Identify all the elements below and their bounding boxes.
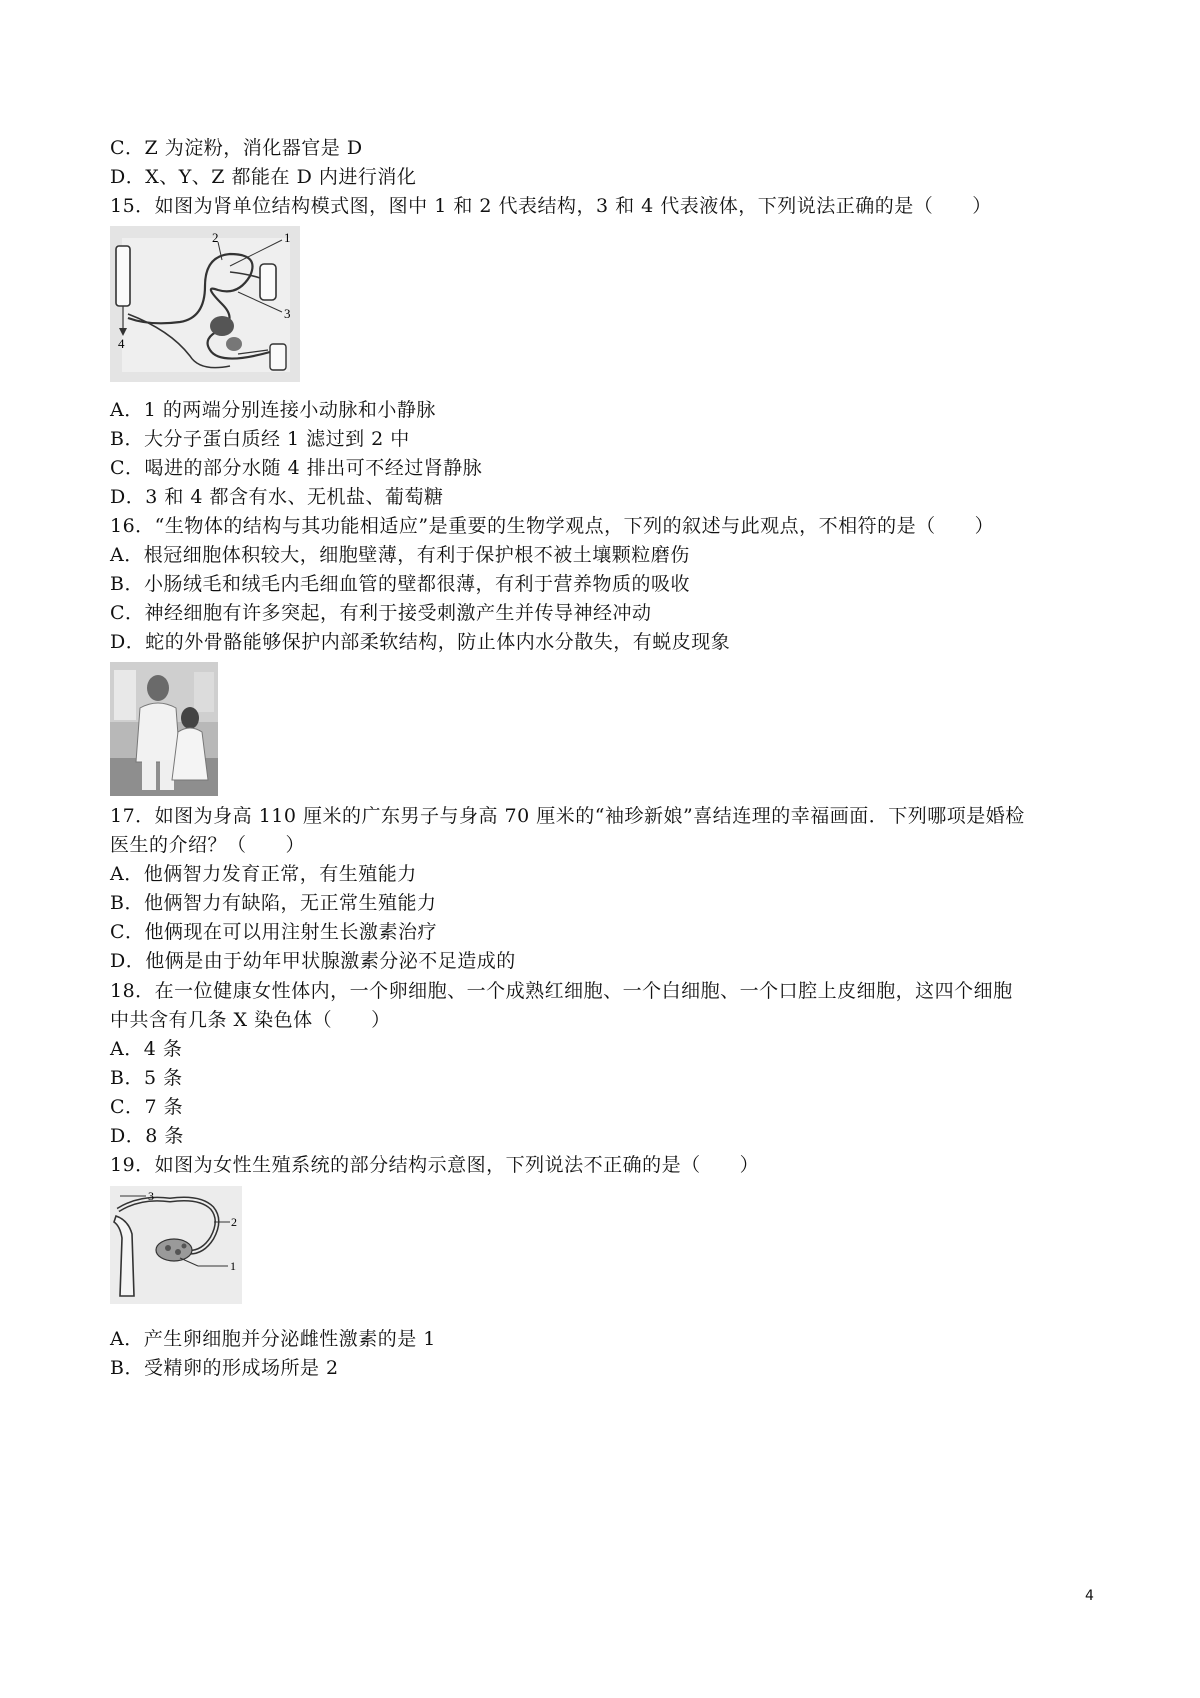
man-body <box>136 703 180 762</box>
q19-option-b: B．受精卵的形成场所是 2 <box>110 1357 339 1379</box>
q15-option-a: A．1 的两端分别连接小动脉和小静脉 <box>110 399 436 421</box>
label-1: 1 <box>230 1259 236 1273</box>
q18-option-c: C．7 条 <box>110 1096 184 1118</box>
q16-option-a: A．根冠细胞体积较大，细胞壁薄，有利于保护根不被土壤颗粒磨伤 <box>110 544 690 566</box>
page-number: 4 <box>1085 1588 1094 1604</box>
q17-option-c: C．他俩现在可以用注射生长激素治疗 <box>110 921 438 943</box>
q17-option-a: A．他俩智力发育正常，有生殖能力 <box>110 863 417 885</box>
q19-stem: 19．如图为女性生殖系统的部分结构示意图，下列说法不正确的是（ ） <box>110 1154 760 1176</box>
q18-option-b: B．5 条 <box>110 1067 183 1089</box>
q18-option-a: A．4 条 <box>110 1038 183 1060</box>
q14-option-c: C．Z 为淀粉，消化器官是 D <box>110 137 363 159</box>
woman-body <box>172 728 208 780</box>
q18-option-d: D．8 条 <box>110 1125 184 1147</box>
q19-option-a: A．产生卵细胞并分泌雌性激素的是 1 <box>110 1328 436 1350</box>
q17-option-d: D．他俩是由于幼年甲状腺激素分泌不足造成的 <box>110 950 516 972</box>
glomerulus <box>210 316 234 336</box>
ovary <box>156 1239 192 1261</box>
couple-photo <box>110 662 218 796</box>
q15-option-d: D．3 和 4 都含有水、无机盐、葡萄糖 <box>110 486 444 508</box>
q16-option-c: C．神经细胞有许多突起，有利于接受刺激产生并传导神经冲动 <box>110 602 652 624</box>
q16-option-d: D．蛇的外骨骼能够保护内部柔软结构，防止体内水分散失，有蜕皮现象 <box>110 631 731 653</box>
female-reproductive-diagram <box>110 1186 242 1304</box>
q17-stem-line1: 17．如图为身高 110 厘米的广东男子与身高 70 厘米的“袖珍新娘”喜结连理的幸福画面．下列哪项是婚检 <box>110 805 1025 827</box>
q14-option-d: D．X、Y、Z 都能在 D 内进行消化 <box>110 166 417 188</box>
label-4: 4 <box>118 336 125 351</box>
q15-option-c: C．喝进的部分水随 4 排出可不经过肾静脉 <box>110 457 483 479</box>
nephron-diagram <box>110 226 300 382</box>
man-head <box>147 675 169 701</box>
q17-option-b: B．他俩智力有缺陷，无正常生殖能力 <box>110 892 437 914</box>
q16-option-b: B．小肠绒毛和绒毛内毛细血管的壁都很薄，有利于营养物质的吸收 <box>110 573 690 595</box>
label-2: 2 <box>212 230 219 245</box>
q15-option-b: B．大分子蛋白质经 1 滤过到 2 中 <box>110 428 410 450</box>
label-2: 2 <box>231 1215 237 1229</box>
woman-head <box>181 707 199 729</box>
renal-vessel <box>260 264 276 300</box>
q18-stem-line2: 中共含有几条 X 染色体（ ） <box>110 1009 391 1031</box>
q17-stem-line2: 医生的介绍？（ ） <box>110 834 306 856</box>
q18-stem-line1: 18．在一位健康女性体内，一个卵细胞、一个成熟红细胞、一个白细胞、一个口腔上皮细胞，这四个细胞 <box>110 980 1013 1002</box>
q16-stem: 16．“生物体的结构与其功能相适应”是重要的生物学观点，下列的叙述与此观点，不相符的是（ ） <box>110 515 995 537</box>
q15-stem: 15．如图为肾单位结构模式图，图中 1 和 2 代表结构，3 和 4 代表液体，下列说法正确的是（ ） <box>110 195 992 217</box>
label-1: 1 <box>284 230 291 245</box>
label-3: 3 <box>148 1189 154 1203</box>
collecting-duct <box>116 246 130 306</box>
label-3: 3 <box>284 306 291 321</box>
